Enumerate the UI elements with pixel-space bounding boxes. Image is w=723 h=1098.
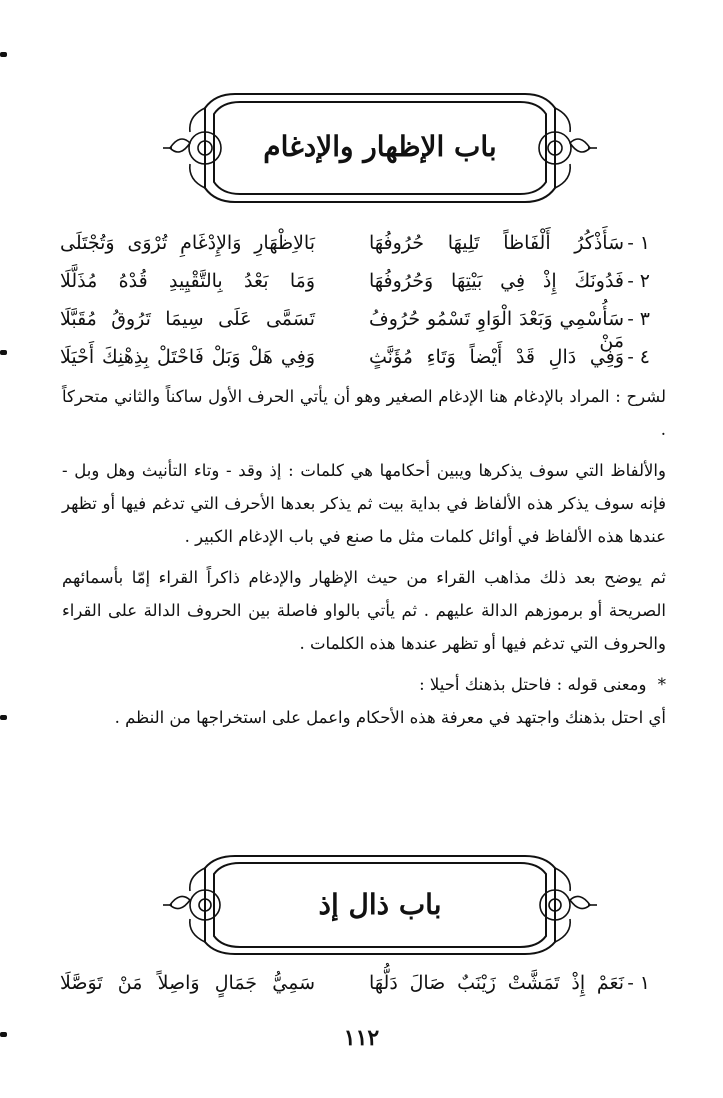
chapter-title-frame (160, 88, 600, 208)
verse-second-hemistich: تَسَمَّى عَلَى سِيمَا تَرُوقُ مُقَبَّلَا (60, 308, 315, 330)
commentary (62, 380, 666, 742)
poem-verses (60, 228, 650, 380)
verse-first-hemistich: وَفِي دَالِ قَدْ أَيْضاً وَتَاءِ مُؤَنَّثٍ (369, 346, 624, 368)
verse-second-hemistich: سَمِيُّ جَمَالٍ وَاصِلاً مَنْ تَوَصَّلَا (60, 972, 315, 994)
verse-second-hemistich: وَفِي هَلْ وَبَلْ فَاحْتَلْ بِذِهْنِكَ أَحْيَلَا (60, 346, 315, 368)
poem-verses (60, 968, 650, 1006)
margin-mark (0, 52, 7, 57)
verse-line (60, 968, 650, 1006)
note-heading-text: ومعنى قوله : فاحتل بذهنك أحيلا : (419, 675, 647, 694)
note-body: أي احتل بذهنك واجتهد في معرفة هذه الأحكام واعمل على استخراجها من النظم . (114, 708, 666, 727)
chapter-title: باب الإظهار والإدغام (263, 130, 497, 163)
verse-second-hemistich: وَمَا بَعْدُ بِالتَّقْيِيدِ قُدْهُ مُذَلَّلَا (60, 270, 315, 292)
commentary-label: لشرح : (615, 387, 667, 406)
verse-number: ١ - (627, 232, 650, 254)
verse-second-hemistich: بَالاِظْهَارِ وَالإِدْغَامِ تُرْوَى وَتُجْتَلَى (60, 232, 315, 254)
chapter-title-frame (160, 850, 600, 960)
verse-line (60, 266, 650, 304)
verse-line (60, 342, 650, 380)
verse-number: ١ - (627, 972, 650, 994)
note-heading (62, 668, 666, 701)
verse-line (60, 304, 650, 352)
commentary-paragraph: والألفاظ التي سوف يذكرها ويبين أحكامها هي كلمات : إذ وقد - وتاء التأنيث وهل وبل - فإنه سوف يذكر هذه الألفاظ في بداية بيت ثم يذكر بعدها الأحرف التي تدغم فيها أو تظهر عندها هذه الألفاظ في أوائل كلمات مثل ما صنع في باب الإدغام الكبير . (62, 461, 666, 546)
chapter-title: باب ذال إذ (318, 888, 442, 921)
commentary-paragraph (62, 380, 666, 446)
verse-first-hemistich: نَعَمْ إِذْ تَمَشَّتْ زَيْنَبٌ صَالَ دَلُّهَا (369, 972, 624, 994)
commentary-paragraph: ثم يوضح بعد ذلك مذاهب القراء من حيث الإظهار والإدغام ذاكراً القراء إمّا بأسمائهم الصريحة أو برموزهم الدالة عليهم . ثم يأتي بالواو فاصلة بين الحروف الدالة على القراء والحروف التي تدغم فيها أو تظهر عندها هذه الكلمات . (62, 568, 666, 653)
verse-number: ٣ - (627, 308, 650, 330)
margin-mark (0, 350, 7, 355)
page-number: ١١٢ (343, 1025, 380, 1051)
verse-number: ٢ - (627, 270, 650, 292)
margin-mark (0, 715, 7, 720)
asterisk-icon: * (657, 675, 666, 694)
verse-first-hemistich: سَأَذْكُرُ أَلْفَاظاً تَلِيهَا حُرُوفُهَا (369, 232, 624, 254)
verse-number: ٤ - (627, 346, 650, 368)
verse-first-hemistich: فَدُونَكَ إِذْ فِي بَيْتِهَا وَحُرُوفُهَا (369, 270, 624, 292)
verse-first-hemistich: سَأُسْمِي وَبَعْدَ الْوَاوِ تَسْمُو حُرُوفُ مَنْ (369, 308, 624, 352)
verse-line (60, 228, 650, 266)
commentary-text: المراد بالإدغام هنا الإدغام الصغير وهو أن يأتي الحرف الأول ساكناً والثاني متحركاً . (62, 387, 666, 439)
